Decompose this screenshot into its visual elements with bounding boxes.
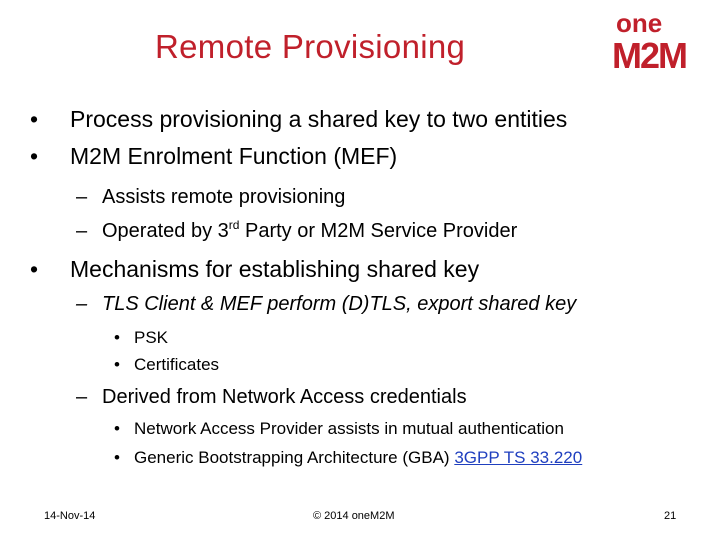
bullet-text: Process provisioning a shared key to two entities: [70, 106, 568, 132]
subsub-text: Generic Bootstrapping Architecture (GBA) 3GPP TS 33.220: [134, 448, 583, 467]
bullet-dot-icon: •: [30, 143, 39, 169]
logo-text-bottom: M2M: [612, 35, 686, 72]
bullet-process-provisioning: [30, 106, 568, 133]
subsub-psk: [114, 328, 169, 348]
subbullet-operated-by: [76, 218, 518, 243]
bullet-text: M2M Enrolment Function (MEF): [70, 143, 398, 169]
subsub-nap: [114, 419, 564, 439]
bullet-dot-icon: •: [114, 328, 120, 347]
bullet-dot-icon: •: [30, 256, 39, 282]
subsub-certificates: [114, 355, 220, 375]
dash-icon: –: [76, 186, 88, 208]
subsub-gba: [114, 448, 583, 468]
subsub-text: PSK: [134, 328, 169, 347]
subbullet-text: Operated by 3rd Party or M2M Service Provider: [102, 218, 518, 242]
subbullet-text: Assists remote provisioning: [102, 186, 346, 208]
subbullet-text: Derived from Network Access credentials: [102, 386, 467, 408]
dash-icon: –: [76, 293, 88, 315]
subbullet-text: TLS Client & MEF perform (D)TLS, export shared key: [102, 293, 577, 315]
subbullet-derived: [76, 386, 467, 409]
subsub-text: Certificates: [134, 355, 220, 374]
bullet-dot-icon: •: [114, 448, 120, 467]
onem2m-logo: [610, 8, 710, 72]
bullet-dot-icon: •: [30, 106, 39, 132]
bullet-mef: [30, 143, 398, 170]
bullet-dot-icon: •: [114, 355, 120, 374]
dash-icon: –: [76, 386, 88, 408]
subsub-text: Network Access Provider assists in mutual authentication: [134, 419, 564, 438]
bullet-mechanisms: [30, 256, 480, 283]
dash-icon: –: [76, 220, 88, 242]
logo-text-top: one: [616, 8, 663, 38]
footer-date: 14-Nov-14: [44, 510, 96, 522]
subbullet-assists: [76, 186, 346, 209]
slide-title: Remote Provisioning: [155, 28, 466, 65]
bullet-text: Mechanisms for establishing shared key: [70, 256, 480, 282]
footer-page-number: 21: [664, 510, 677, 522]
bullet-dot-icon: •: [114, 419, 120, 438]
footer-copyright: © 2014 oneM2M: [313, 510, 395, 522]
subbullet-tls: [76, 293, 577, 316]
3gpp-link[interactable]: 3GPP TS 33.220: [454, 448, 583, 467]
